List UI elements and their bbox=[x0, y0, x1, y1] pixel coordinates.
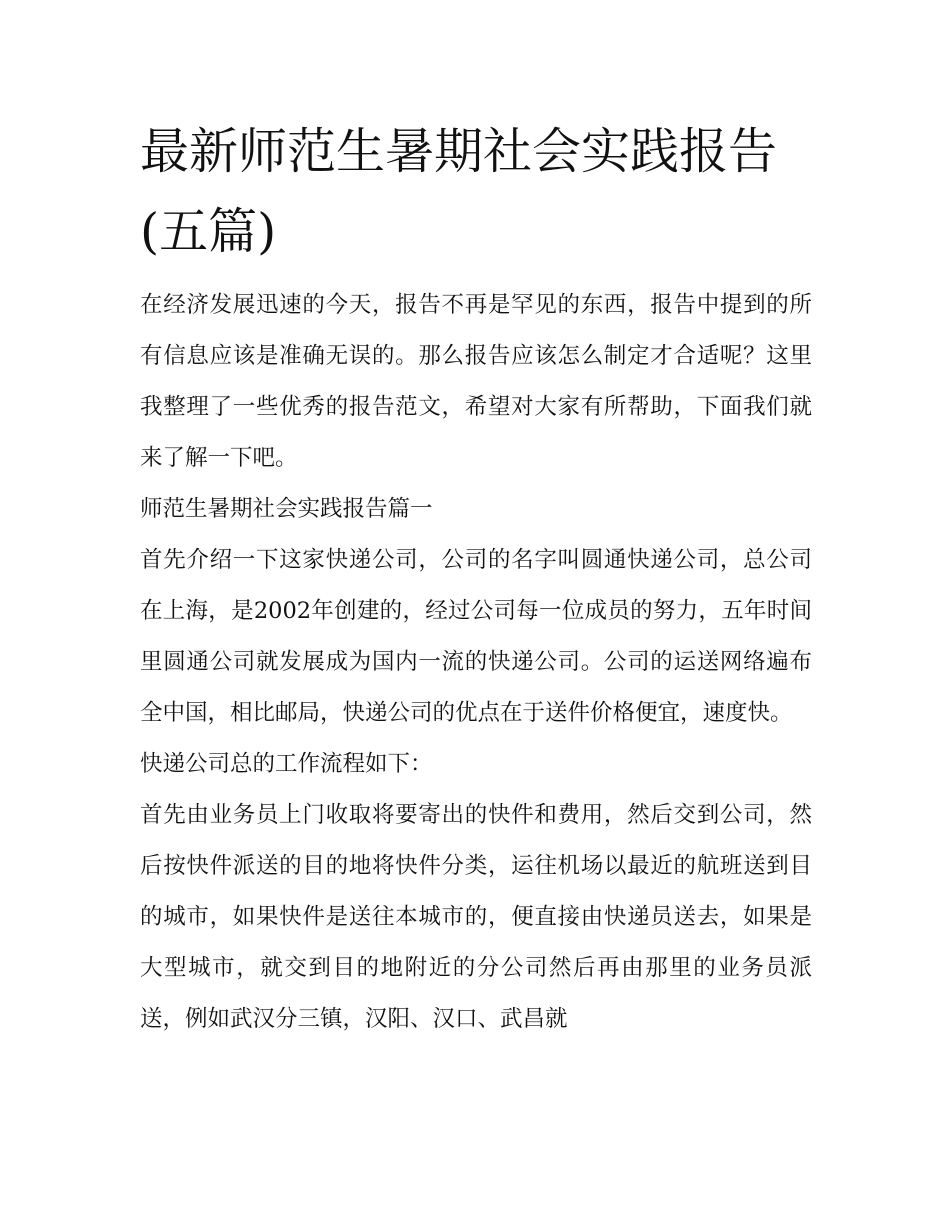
intro-paragraph: 在经济发展迅速的今天，报告不再是罕见的东西，报告中提到的所有信息应该是准确无误的。那么报告应该怎么制定才合适呢？这里我整理了一些优秀的报告范文，希望对大家有所帮助，下面我们就来了解一下吧。 bbox=[140, 292, 812, 471]
document-body bbox=[140, 280, 812, 1045]
company-intro-paragraph: 首先介绍一下这家快递公司，公司的名字叫圆通快递公司，总公司在上海，是2002年创建的，经过公司每一位成员的努力，五年时间里圆通公司就发展成为国内一流的快递公司。公司的运送网络遍布全中国，相比邮局，快递公司的优点在于送件价格便宜，速度快。 bbox=[140, 547, 812, 726]
workflow-paragraph: 首先由业务员上门收取将要寄出的快件和费用，然后交到公司，然后按快件派送的目的地将快件分类，运往机场以最近的航班送到目的城市，如果快件是送往本城市的，便直接由快递员送去，如果是大型城市，就交到目的地附近的分公司然后再由那里的业务员派送，例如武汉分三镇，汉阳、汉口、武昌就 bbox=[140, 802, 812, 1032]
section-heading: 师范生暑期社会实践报告篇一 bbox=[140, 496, 433, 522]
document-title: 最新师范生暑期社会实践报告(五篇) bbox=[140, 123, 778, 260]
workflow-heading: 快递公司总的工作流程如下： bbox=[140, 751, 433, 777]
